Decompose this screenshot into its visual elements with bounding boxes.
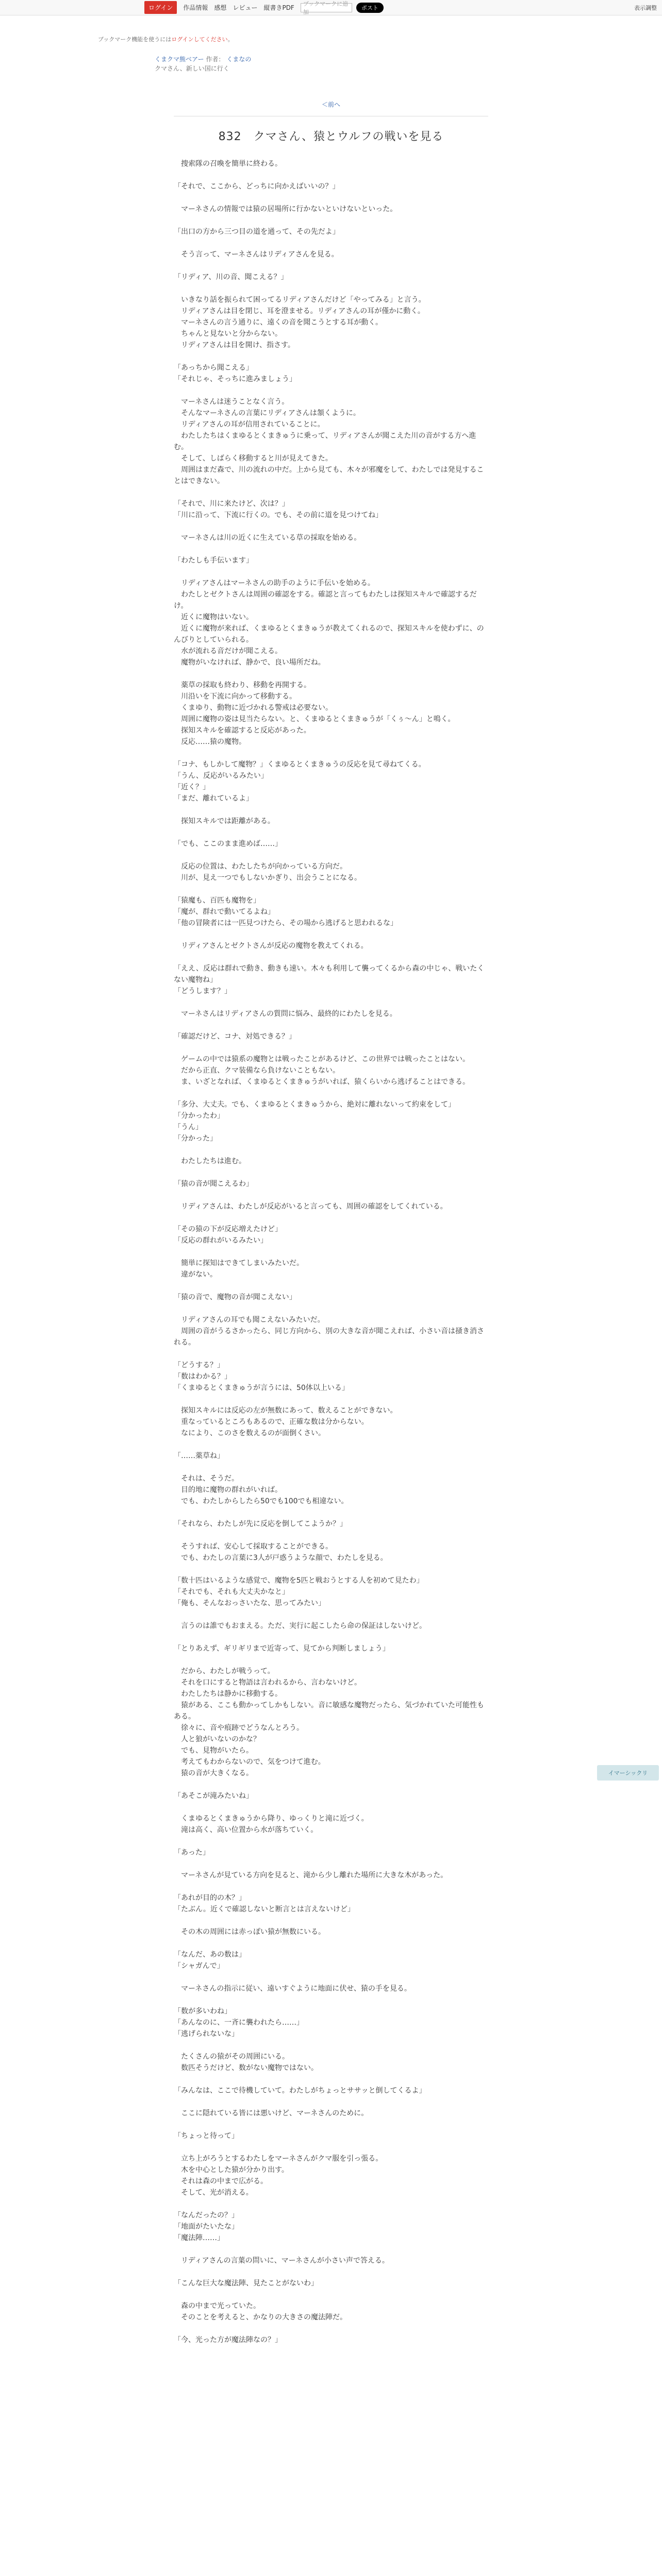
paragraph: 反応……猿の魔物。 — [174, 738, 246, 746]
paragraph: リディアさんの言葉の問いに、マーネさんが小さい声で答える。 — [174, 2257, 389, 2265]
paragraph: 「たぶん。近くで確認しないと断言とは言えないけど」 — [174, 1905, 355, 1913]
prev-chapter-link[interactable]: ＜前へ — [321, 101, 340, 108]
paragraph: その木の周囲には赤っぽい猿が無数にいる。 — [174, 1928, 325, 1936]
paragraph — [174, 850, 488, 861]
paragraph: 「こんな巨大な魔法陣、見たことがないわ」 — [174, 2279, 318, 2287]
paragraph — [174, 192, 488, 204]
paragraph: 「くまゆるとくまきゅうが言うには、50体以上いる」 — [174, 1384, 349, 1392]
paragraph — [174, 2244, 488, 2255]
paragraph — [174, 1348, 488, 1360]
paragraph — [174, 1779, 488, 1790]
paragraph — [174, 238, 488, 249]
paragraph — [174, 1042, 488, 1054]
paragraph: 周囲に魔物の姿は見当たらない。と、くまゆるとくまきゅうが「くぅ〜ん」と鳴く。 — [174, 715, 455, 723]
paragraph: マーネさんはリディアさんの質問に悩み、最終的にわたしを見る。 — [174, 1010, 397, 1018]
paragraph: マーネさんの言う通りに、遠くの音を聞こうとする耳が動く。 — [174, 318, 383, 327]
paragraph: 「それじゃ、そっちに進みましょう」 — [174, 375, 296, 383]
display-settings-link[interactable]: 表示調整 — [634, 4, 657, 11]
paragraph: 川沿いを下流に向かって移動する。 — [174, 692, 296, 701]
paragraph: 「その猿の下が反応増えたけど」 — [174, 1225, 282, 1233]
paragraph — [174, 2074, 488, 2085]
paragraph: 立ち上がろうとするわたしをマーネさんがクマ服を引っ張る。 — [174, 2155, 383, 2163]
paragraph: 人と狼がいないのかな？ — [174, 1735, 260, 1743]
paragraph: 周囲の音がうるさかったら、同じ方向から、別の大きな音が聞こえれば、小さい音は掻き消される。 — [174, 1327, 484, 1347]
paragraph: 「多分、大丈夫。でも、くまゆるとくまきゅうから、絶対に離れないって約束をして」 — [174, 1100, 455, 1109]
paragraph — [174, 1802, 488, 1813]
paragraph: 「俺も、そんなおっさいたな、思ってみたい」 — [174, 1599, 325, 1607]
paragraph — [174, 1994, 488, 2006]
paragraph: 徐々に、音や痕跡でどうなんとろう。 — [174, 1724, 304, 1732]
paragraph — [174, 1858, 488, 1870]
paragraph: 「それでも、それも大丈夫かなと」 — [174, 1588, 289, 1596]
paragraph — [174, 1280, 488, 1292]
paragraph: 森の中まで光っていた。 — [174, 2302, 260, 2310]
paragraph: わたしたちはくまゆるとくまきゅうに乗って、リディアさんが聞こえた川の音がする方へ進む。 — [174, 432, 476, 451]
paragraph: 近くに魔物が来れば、くまゆるとくまきゅうが教えてくれるので、探知スキルを使わずに、のんびりとしていられる。 — [174, 624, 484, 644]
paragraph — [174, 952, 488, 963]
paragraph — [174, 2323, 488, 2334]
paragraph: 「出口の方から三つ目の道を通って、その先だよ」 — [174, 228, 340, 236]
paragraph: 「数が多いわね」 — [174, 2007, 231, 2015]
paragraph — [174, 827, 488, 838]
paragraph: そのことを考えると、かなりの大きさの魔法陣だ。 — [174, 2313, 347, 2321]
x-share-button[interactable]: ポスト — [356, 3, 384, 13]
paragraph: 「リディア、川の音、聞こえる？」 — [174, 273, 288, 281]
paragraph: でも、わたしの言葉に3人が戸惑うような顔で、わたしを見る。 — [174, 1554, 388, 1562]
paragraph: マーネさんの情報では猿の居場所に行かないといけないといった。 — [174, 205, 398, 213]
paragraph: くまゆるとくまきゅうから降り、ゆっくりと滝に近づく。 — [174, 1815, 369, 1823]
paragraph: 「……薬草ね」 — [174, 1452, 224, 1460]
paragraph — [174, 385, 488, 396]
paragraph — [174, 544, 488, 555]
paragraph: 探知スキルには反応の左が無数にあって、数えることができない。 — [174, 1406, 398, 1415]
paragraph — [174, 997, 488, 1008]
paragraph: そう言って、マーネさんはリディアさんを見る。 — [174, 250, 339, 259]
paragraph: 「でも、ここのまま進めば……」 — [174, 840, 282, 848]
paragraph: 「地面がたいたな」 — [174, 2223, 239, 2231]
paragraph — [174, 351, 488, 362]
paragraph: 「それで、ここから、どっちに向かえばいいの？」 — [174, 182, 340, 191]
paragraph: 「猿の音で、魔物の音が聞こえない」 — [174, 1293, 296, 1301]
paragraph: 探知スキルを確認すると反応があった。 — [174, 726, 311, 735]
paragraph — [174, 1507, 488, 1518]
paragraph — [174, 1462, 488, 1473]
paragraph: マーネさんは迷うことなく言う。 — [174, 398, 289, 406]
paragraph — [174, 748, 488, 759]
paragraph — [174, 283, 488, 294]
paragraph: 猿の音が大きくなる。 — [174, 1769, 253, 1777]
paragraph: わたしたちは静かに移動する。 — [174, 1690, 282, 1698]
paragraph: ゲームの中では猿系の魔物とは戦ったことがあるけど、この世界では戦ったことはない。 — [174, 1055, 470, 1063]
paragraph: 魔物がいなければ、静かで、良い場所だね。 — [174, 658, 325, 667]
paragraph: 「他の冒険者には一匹見つけたら、その場から逃げると思われるな」 — [174, 919, 398, 927]
paragraph: 「ちょっと待って」 — [174, 2132, 239, 2140]
paragraph — [174, 929, 488, 940]
paragraph: 「近く？」 — [174, 783, 210, 791]
chapter-container — [174, 116, 488, 2346]
paragraph: なにより、このさを数えるのが面倒くさい。 — [174, 1429, 325, 1437]
paragraph: 水が流れる音だけが聞こえる。 — [174, 647, 282, 655]
paragraph: 薬草の採取も終わり、移動を再開する。 — [174, 681, 311, 689]
paragraph: そして、光が消える。 — [174, 2189, 253, 2197]
paragraph — [174, 1303, 488, 1314]
paragraph: 近くに魔物はいない。 — [174, 613, 253, 621]
paragraph: 「数はわかる？」 — [174, 1372, 231, 1381]
paragraph: 「なんだったの？」 — [174, 2211, 239, 2219]
paragraph: いきなり話を振られて困ってるリディアさんだけど「やってみる」と言う。 — [174, 296, 426, 304]
paragraph — [174, 1439, 488, 1450]
paragraph: でも、見物がいたら。 — [174, 1747, 253, 1755]
series-title-link[interactable]: くまクマ熊ベアー — [155, 56, 204, 63]
paragraph: 「今、光った方が魔法陣なの？」 — [174, 2336, 282, 2344]
paragraph — [174, 2266, 488, 2278]
paragraph — [174, 1609, 488, 1620]
paragraph: リディアさんはマーネさんの助手のように手伝いを始める。 — [174, 579, 375, 587]
paragraph: マーネさんの指示に従い、遠いすぐように地面に伏せ、猿の手を見る。 — [174, 1985, 411, 1993]
paragraph — [174, 1246, 488, 1258]
author-link[interactable]: くまなの — [226, 56, 252, 63]
paragraph: 「あそこが滝みたいね」 — [174, 1792, 253, 1800]
paragraph: 「まだ、離れているよ」 — [174, 794, 253, 803]
top-nav-bar — [0, 0, 662, 15]
login-link[interactable]: ログインしてください — [171, 36, 228, 43]
paragraph — [174, 1144, 488, 1156]
paragraph: 捜索隊の召喚を簡単に終わる。 — [174, 160, 282, 168]
paragraph: そうすれば、安心して採取することができる。 — [174, 1543, 333, 1551]
paragraph — [174, 1564, 488, 1575]
paragraph: 「あった」 — [174, 1849, 210, 1857]
paragraph: 「魔が、群れで動いてるよね」 — [174, 908, 275, 916]
paragraph: 「どうします？」 — [174, 987, 231, 995]
paragraph — [174, 170, 488, 181]
paragraph: ちゃんと見ないと分からない。 — [174, 330, 282, 338]
paragraph: 「あれが目的の木？」 — [174, 1894, 246, 1902]
paragraph: それは森の中まで広がる。 — [174, 2177, 268, 2185]
paragraph — [174, 2198, 488, 2210]
paragraph: リディアさんの耳でも聞こえないみたいだ。 — [174, 1316, 325, 1324]
paragraph: くまゆり、動物に近づかれる警戒は必要ない。 — [174, 704, 333, 712]
paragraph: 言うのは誰でもおまえる。ただ、実行に起こしたら命の保証はしないけど。 — [174, 1622, 426, 1630]
chapter-body — [174, 158, 488, 2346]
paragraph: 「あっちから聞こえる」 — [174, 364, 253, 372]
paragraph: 「シャガんで」 — [174, 1962, 224, 1970]
paragraph — [174, 1530, 488, 1541]
paragraph: リディアさんは目を開け、指さす。 — [174, 341, 295, 349]
paragraph — [174, 215, 488, 226]
paragraph — [174, 2119, 488, 2130]
paragraph: 「反応の群れがいるみたい」 — [174, 1236, 268, 1245]
paragraph: 「猿魔も、百匹も魔物を」 — [174, 896, 260, 905]
paragraph: 「なんだ、あの数は」 — [174, 1951, 246, 1959]
paragraph: 周囲はまだ森で、川の流れの中だ。上から見ても、木々が邪魔をして、わたしでは発見することはできない。 — [174, 466, 484, 485]
paragraph — [174, 2040, 488, 2051]
paragraph: 「数十匹はいるような感覚で、魔物を5匹と戦おうとする人を初めて見たわ」 — [174, 1577, 424, 1585]
paragraph: 数匹そうだけど、数がない魔物ではない。 — [174, 2064, 318, 2072]
paragraph: リディアさんは目を閉じ、耳を澄ませる。リディアさんの耳が僅かに動く。 — [174, 307, 425, 315]
paragraph: たくさんの猿がその周囲にいる。 — [174, 2053, 289, 2061]
paragraph: 「あんなのに、一斉に襲われたら……」 — [174, 2019, 304, 2027]
paragraph — [174, 2142, 488, 2153]
paragraph — [174, 487, 488, 498]
author-prefix: 作者： — [206, 56, 225, 63]
paragraph: マーネさんは川の近くに生えている草の採取を始める。 — [174, 534, 361, 542]
paragraph: そんなマーネさんの言葉にリディアさんは頷くように。 — [174, 409, 360, 417]
notice-suffix: 。 — [227, 36, 234, 43]
paragraph: だから、わたしが戦うって。 — [174, 1667, 275, 1675]
nav-link-reviews[interactable]: レビュー — [233, 4, 258, 11]
paragraph — [174, 1915, 488, 1926]
paragraph — [174, 1212, 488, 1224]
paragraph: 「猿の音が聞こえるわ」 — [174, 1180, 253, 1188]
paragraph: 目的地に魔物の群れがいれば。 — [174, 1486, 282, 1494]
paragraph: 違がない。 — [174, 1270, 217, 1279]
paragraph: それは、そうだ。 — [174, 1475, 239, 1483]
paragraph: 考えてもわからないので、気をつけて進む。 — [174, 1758, 325, 1766]
paragraph: 反応の位置は、わたしたちが向かっている方向だ。 — [174, 862, 347, 871]
paragraph: それを口にすると物語は言われるから、言わないけど。 — [174, 1679, 361, 1687]
paragraph — [174, 1190, 488, 1201]
paragraph — [174, 2096, 488, 2108]
paragraph: 「逃げられないな」 — [174, 2030, 239, 2038]
bookmark-login-notice — [98, 35, 662, 43]
paragraph — [174, 884, 488, 895]
paragraph: 猿がある、ここも動かってしかもしない。音に敏感な魔物だったら、気づかれていた可能性もある。 — [174, 1701, 484, 1721]
immersive-mode-link[interactable]: イマーシックリ — [597, 1765, 659, 1781]
paragraph: 滝は高く、高い位置から水が落ちていく。 — [174, 1826, 318, 1834]
login-button[interactable]: ログイン — [144, 1, 177, 14]
chapter-title: 832 クマさん、猿とウルフの戦いを見る — [218, 130, 444, 143]
nav-link-impressions[interactable]: 感想 — [214, 4, 227, 11]
paragraph: 「分かった」 — [174, 1134, 217, 1143]
paragraph — [174, 2289, 488, 2300]
paragraph — [174, 668, 488, 680]
paragraph: ここに隠れている皆には悪いけど、マーネさんのために。 — [174, 2109, 369, 2117]
paragraph: 「それなら、わたしが先に反応を倒してこようか？」 — [174, 1520, 347, 1528]
chapter-group-title: クマさん、新しい国に行く — [155, 65, 229, 72]
paragraph: 探知スキルでは距離がある。 — [174, 817, 275, 825]
paragraph: 「分かったわ」 — [174, 1112, 224, 1120]
paragraph — [174, 1654, 488, 1666]
paragraph: 「どうする？」 — [174, 1361, 224, 1369]
paragraph: 簡単に探知はできてしまいみたいだ。 — [174, 1259, 304, 1267]
breadcrumb — [155, 55, 662, 73]
paragraph — [174, 1020, 488, 1031]
paragraph — [174, 1167, 488, 1178]
paragraph: 「川に沿って、下流に行くの。でも、その前に道を見つけてね」 — [174, 511, 383, 519]
paragraph — [174, 804, 488, 816]
paragraph: ま、いざとなれば、くまゆるとくまきゅうがいれば、猿くらいから逃げることはできる。 — [174, 1078, 470, 1086]
paragraph: わたしたちは進む。 — [174, 1157, 246, 1165]
nav-link-vertical-pdf[interactable]: 縦書きPDF — [263, 4, 294, 11]
paragraph — [174, 1972, 488, 1983]
paragraph: リディアさんは、わたしが反応がいると言っても、周囲の確認をしてくれている。 — [174, 1202, 448, 1211]
paragraph: 「とりあえず、ギリギリまで近寄って、見てから判断しましょう」 — [174, 1645, 390, 1653]
paragraph: 「コナ、もしかして魔物？」くまゆるとくまきゅうの反応を見て尋ねてくる。 — [174, 760, 426, 769]
paragraph: 川が、見え一つでもしないかぎり、出会うことになる。 — [174, 874, 361, 882]
paragraph: 「みんなは、ここで待機していて。わたしがちょっとササッと倒してくるよ」 — [174, 2087, 426, 2095]
paragraph — [174, 566, 488, 578]
nav-link-novel-info[interactable]: 作品情報 — [183, 4, 208, 11]
paragraph: 木を中心とした猿が分かり出す。 — [174, 2166, 289, 2174]
paragraph — [174, 1394, 488, 1405]
paragraph: 「わたしも手伝います」 — [174, 556, 253, 565]
paragraph: 重なっているところもあるので、正確な数は分からない。 — [174, 1418, 369, 1426]
paragraph: マーネさんが見ている方向を見ると、滝から少し離れた場所に大きな木があった。 — [174, 1871, 448, 1879]
notice-prefix: ブックマーク機能を使うには — [98, 36, 172, 43]
paragraph: 「うん」 — [174, 1123, 203, 1131]
paragraph: 「それで、川に来たけど、次は？」 — [174, 500, 289, 508]
paragraph — [174, 521, 488, 532]
paragraph — [174, 1881, 488, 1892]
paragraph: 「うん、反応がいるみたい」 — [174, 772, 268, 780]
paragraph: そして、しばらく移動すると川が見えてきた。 — [174, 454, 333, 463]
paragraph: 「魔法陣……」 — [174, 2234, 224, 2242]
paragraph: リディアさんとゼクトさんが反応の魔物を教えてくれる。 — [174, 942, 368, 950]
paragraph: わたしとゼクトさんは周囲の確認をする。確認と言ってもわたしは探知スキルで確認するだけ。 — [174, 590, 477, 610]
paragraph: 「確認だけど、コナ、対処できる？」 — [174, 1032, 296, 1041]
paragraph: 「ええ、反応は群れで動き、動きも速い。木々も利用して襲ってくるから森の中じゃ、戦いたくない魔物ね」 — [174, 964, 485, 984]
paragraph: でも、わたしからしたら50でも100でも相違ない。 — [174, 1497, 349, 1505]
paragraph — [174, 1938, 488, 1949]
paragraph: リディアさんの耳が信用されていることに。 — [174, 420, 325, 429]
paragraph — [174, 260, 488, 272]
paragraph — [174, 1632, 488, 1643]
paragraph — [174, 1088, 488, 1099]
bookmark-add-button[interactable]: ブックマークに追加 — [301, 3, 352, 12]
paragraph — [174, 1836, 488, 1847]
paragraph: だから正直、クマ装備なら負けないこともない。 — [174, 1066, 340, 1075]
